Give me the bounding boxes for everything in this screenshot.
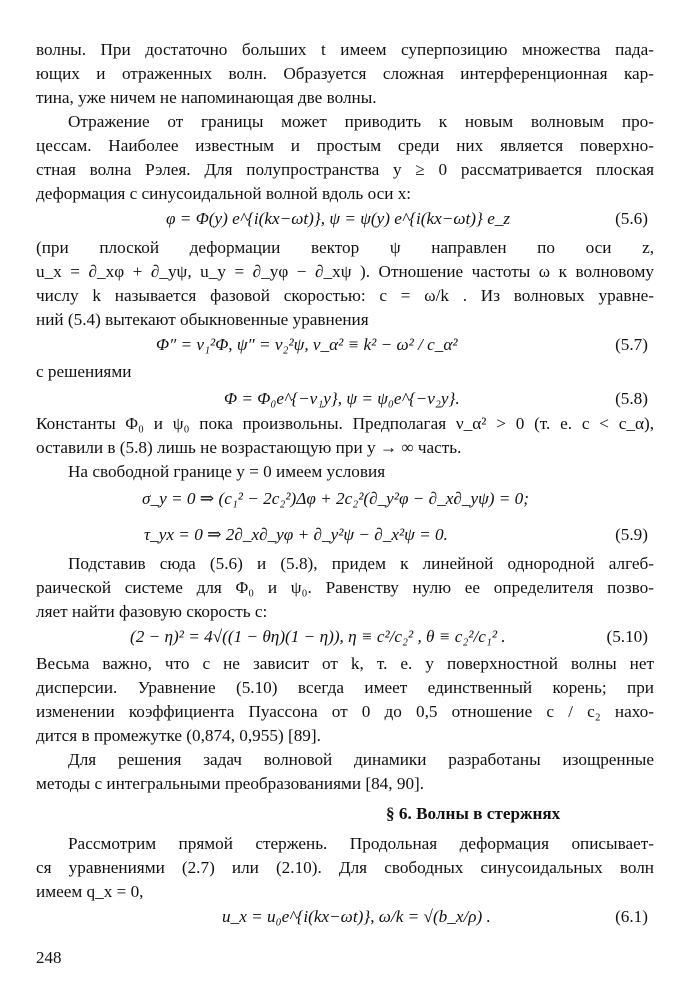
text-line: раической системе для Φ₀ и ψ₀. Равенству нулю ее определителя позво- [36,578,654,597]
text-line: оставили в (5.8) лишь не возрастающую при y → ∞ часть. [36,438,462,457]
equation-number: (5.9) [615,525,648,544]
text-line: изменении коэффициента Пуассона от 0 до 0,5 отношение c / c₂ нахо- [36,702,654,721]
section-heading: § 6. Волны в стержнях [386,804,561,823]
text-line: u_x = ∂_xφ + ∂_yψ, u_y = ∂_yφ − ∂_xψ ). Отношение частоты ω к волновому [36,262,654,281]
text-line: с решениями [36,362,132,381]
text-line: деформация с синусоидальной волной вдоль оси x: [36,184,412,203]
equation-5-6 [36,204,654,234]
text-line: волны. При достаточно больших t имеем суперпозицию множества пада- [36,40,654,59]
text-line: дится в промежутке (0,874, 0,955) [89]. [36,726,321,745]
equation-5-9a [36,484,654,514]
page-number: 248 [36,948,62,967]
equation-5-10 [36,622,654,652]
text-line: имеем q_x = 0, [36,882,144,901]
text-line: методы с интегральными преобразованиями [84, 90]. [36,774,425,793]
text-line: Подставив сюда (5.6) и (5.8), придем к линейной однородной алгеб- [68,554,654,573]
text-line: ся уравнениями (2.7) или (2.10). Для свободных синусоидальных волн [36,858,654,877]
equation-number: (5.6) [615,209,648,228]
text-line: На свободной границе y = 0 имеем условия [68,462,386,481]
text-line: Рассмотрим прямой стержень. Продольная деформация описывает- [68,834,654,853]
text-line: числу k называется фазовой скоростью: c = ω/k . Из волновых уравне- [36,286,654,305]
text-line: тина, уже ничем не напоминающая две волны. [36,88,377,107]
equation-5-9b [36,520,654,550]
equation-5-8 [36,384,654,414]
equation-number: (5.7) [615,335,648,354]
equation-formula: σ_y = 0 ⇒ (c₁² − 2c₂²)Δφ + 2c₂²(∂_y²φ − ∂_x∂_yψ) = 0; [142,489,529,508]
equation-formula: (2 − η)² = 4√((1 − θη)(1 − η)), η ≡ c²/c₂² , θ ≡ c₂²/c₁² . [130,627,506,646]
equation-formula: u_x = u₀e^{i(kx−ωt)}, ω/k = √(b_x/ρ) . [222,907,491,926]
text-line: (при плоской деформации вектор ψ направлен по оси z, [36,238,654,257]
text-line: Отражение от границы может приводить к новым волновым про- [68,112,654,131]
equation-formula: Φ″ = ν₁²Φ, ψ″ = ν₂²ψ, ν_α² ≡ k² − ω² / c_α² [156,335,458,354]
equation-6-1 [36,902,654,932]
text-line: дисперсии. Уравнение (5.10) всегда имеет единственный корень; при [36,678,654,697]
text-line: Для решения задач волновой динамики разработаны изощренные [68,750,654,769]
equation-formula: φ = Φ(y) e^{i(kx−ωt)}, ψ = ψ(y) e^{i(kx−ωt)} e_z [166,209,511,228]
equation-number: (5.8) [615,389,648,408]
text-line: ющих и отраженных волн. Образуется сложная интерференционная кар- [36,64,654,83]
text-line: Константы Φ₀ и ψ₀ пока произвольны. Предполагая ν_α² > 0 (т. е. c < c_α), [36,414,654,433]
equation-number: (5.10) [606,627,648,646]
equation-formula: Φ = Φ₀e^{−ν₁y}, ψ = ψ₀e^{−ν₂y}. [224,389,460,408]
text-line: стная волна Рэлея. Для полупространства y ≥ 0 рассматривается плоская [36,160,654,179]
equation-5-7 [36,330,654,360]
equation-formula: τ_yx = 0 ⇒ 2∂_x∂_yφ + ∂_y²ψ − ∂_x²ψ = 0. [144,525,448,544]
text-line: ляет найти фазовую скорость c: [36,602,268,621]
text-line: Весьма важно, что c не зависит от k, т. е. у поверхностной волны нет [36,654,654,673]
equation-number: (6.1) [615,907,648,926]
text-line: цессам. Наиболее известным и простым среди них является поверхно- [36,136,654,155]
text-line: ний (5.4) вытекают обыкновенные уравнения [36,310,369,329]
